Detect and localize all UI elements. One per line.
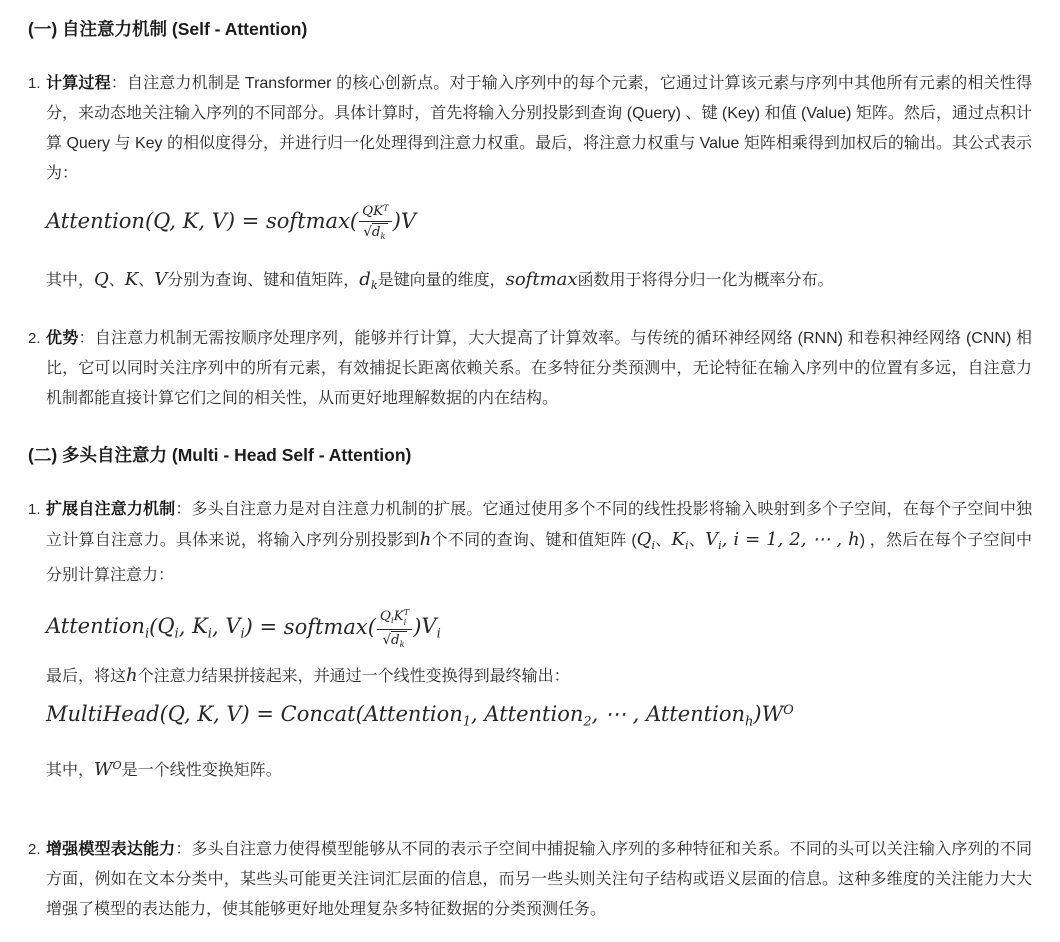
formula-attention-i: $Attention_i(Q_i$, $K_i$, $V_i$) = softmax( $Q_iK$ T i $√d_k$ )$V_i$	[46, 606, 441, 649]
list-item-enhance-expressiveness	[28, 835, 1032, 925]
paragraph-advantages	[46, 324, 1032, 414]
item-body-text: ：自注意力机制是 Transformer 的核心创新点。对于输入序列中的每个元素，它通过计算该元素与序列中其他所有元素的相关性得分，来动态地关注输入序列的不同部分。具体计算时，首先将输入分别投影到查询 (Query) 、键 (Key) 和值 (Value) 矩阵。然后，通过点积计算 Query 与 Key 的相似度得分，并进行归一化处理得到注意力权重。最后，将注意力权重与 Value 矩阵相乘得到加权后的输出。其公式表示为：	[46, 75, 1032, 182]
section-heading-multi-head: (二) 多头自注意力 (Multi - Head Self - Attention)	[28, 444, 412, 465]
item-body-text: ：自注意力机制无需按顺序处理序列，能够并行计算，大大提高了计算效率。与传统的循环神经网络 (RNN) 和卷积神经网络 (CNN) 相比，它可以同时关注序列中的所有元素，有效捕捉长距离依赖关系。在多特征分类预测中，无论特征在输入序列中的位置有多远，自注意力机制都能直接计算它们之间的相关性，从而更好地理解数据的内在结构。	[46, 329, 1032, 407]
paragraph-concat-intro: 最后，将这h个注意力结果拼接起来，并通过一个线性变换得到最终输出：	[46, 665, 570, 687]
list-marker: 2.	[28, 329, 41, 347]
item-label: 扩展自注意力机制	[46, 500, 176, 518]
item-body-text: ：多头自注意力是对自注意力机制的扩展。它通过使用多个不同的线性投影将输入映射到多个子空间，在每个子空间中独立计算自注意力。具体来说，将输入序列分别投影到h个不同的查询、键和值矩阵 ($Q_i$、$K_i$、$V_i$, i = 1, 2, ⋯ , h) ，然后在每个子空间中分别计算注意力：	[46, 500, 1032, 584]
item-label: 优势	[46, 329, 79, 347]
section-heading-self-attention: (一) 自注意力机制 (Self - Attention)	[28, 19, 308, 39]
list-marker: 1.	[28, 500, 41, 518]
list-item-advantages	[28, 324, 1032, 414]
paragraph-formula-note: 其中，Q、K、V分别为查询、键和值矩阵，$d_k$是键向量的维度，softmax函数用于将得分归一化为概率分布。	[46, 268, 834, 292]
list-marker: 1.	[28, 75, 41, 92]
paragraph-wo-note: 其中，$W^O$是一个线性变换矩阵。	[46, 758, 282, 780]
item-label: 计算过程	[46, 75, 111, 92]
list-item-calculation-process	[28, 69, 1032, 306]
item-label: 增强模型表达能力	[46, 840, 176, 858]
list-item-content	[46, 69, 1032, 306]
paragraph-extend	[46, 495, 1032, 591]
formula-multihead: MultiHead(Q, K, V) = Concat(Attention$_1$, Attention$_2$, ⋯ , $Attention_h)W^O$	[46, 702, 794, 730]
item-body-text: ：多头自注意力使得模型能够从不同的表示子空间中捕捉输入序列的多种特征和关系。不同的头可以关注输入序列的不同方面，例如在文本分类中，某些头可能更关注词汇层面的信息，而另一些头则关注句子结构或语义层面的信息。这种多维度的关注能力大大增强了模型的表达能力，使其能够更好地处理复杂多特征数据的分类预测任务。	[46, 840, 1032, 918]
list-marker: 2.	[28, 840, 41, 858]
paragraph-calculation	[46, 69, 1032, 189]
list-item-content	[46, 835, 1032, 925]
list-item-extend-self-attention	[28, 495, 1032, 817]
paragraph-enhance	[46, 835, 1032, 925]
list-item-content	[46, 495, 1032, 817]
list-item-content	[46, 324, 1032, 414]
formula-attention: Attention(Q, K, V) = softmax( $\frac{QK^T}{√d_k}$ )V	[46, 202, 417, 242]
